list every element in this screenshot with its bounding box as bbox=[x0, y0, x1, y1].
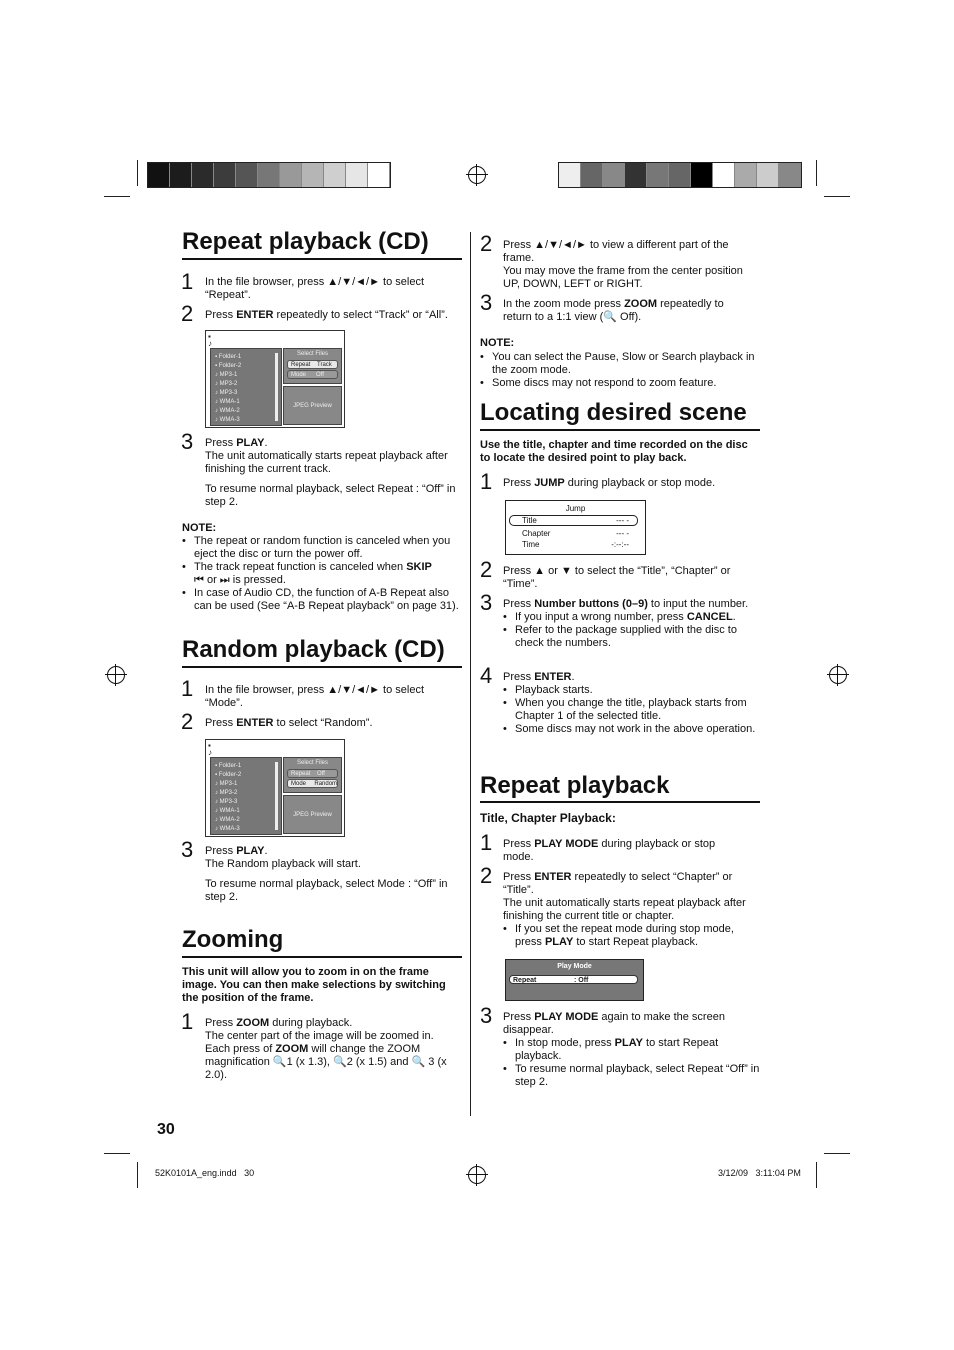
folder-icon: ▪ bbox=[215, 763, 218, 769]
file-browser-screen bbox=[205, 330, 345, 428]
color-bar-left bbox=[147, 162, 391, 188]
file-browser-screen bbox=[205, 739, 345, 837]
music-note-icon: ♪ bbox=[215, 381, 218, 387]
play-mode-title: Play Mode bbox=[557, 963, 592, 970]
footer-filename: 52K0101A_eng.indd 30 bbox=[155, 1168, 255, 1178]
play-mode-screen bbox=[505, 959, 644, 1001]
jump-title: Jump bbox=[565, 504, 586, 513]
step-bullets bbox=[503, 1037, 760, 1089]
step-number: 2 bbox=[181, 301, 194, 326]
step-text: Press PLAY. The unit automatically starts repeat playback after finishing the current track. To resume normal playback, select Repeat : “Off” in step 2. bbox=[205, 437, 456, 508]
file-list-panel bbox=[210, 757, 282, 835]
crop-mark bbox=[824, 1153, 850, 1154]
note-item: • The track repeat function is canceled when SKIP ⏮ or ⏭ is pressed. bbox=[182, 561, 462, 587]
music-note-icon: ♪ bbox=[215, 808, 218, 814]
disc-icon: ▪ ♪ bbox=[208, 741, 212, 757]
registration-mark-icon bbox=[829, 666, 847, 684]
disc-icon: ▪ ♪ bbox=[208, 332, 212, 348]
note-title: NOTE: bbox=[480, 337, 515, 349]
section-title-repeat-cd: Repeat playback (CD) bbox=[182, 228, 429, 255]
folder-icon: ▪ bbox=[215, 354, 218, 360]
step-text: Press PLAY MODE again to make the screen disappear. • In stop mode, press PLAY to start Repeat playback. • To resume normal playback, select Repeat “Off” in step 2. bbox=[503, 1011, 760, 1089]
registration-mark-icon bbox=[107, 666, 125, 684]
note-item: • You can select the Pause, Slow or Search playback in the zoom mode. bbox=[480, 351, 760, 377]
note-list bbox=[182, 535, 462, 613]
step-number: 3 bbox=[181, 429, 194, 454]
section-title-random-cd: Random playback (CD) bbox=[182, 636, 445, 663]
jump-row-chapter: Chapter --- - bbox=[522, 529, 629, 538]
step-number: 1 bbox=[181, 676, 194, 701]
bullet-item: • When you change the title, playback starts from Chapter 1 of the selected title. bbox=[503, 697, 760, 723]
section-rule bbox=[182, 666, 462, 668]
step-text: Press JUMP during playback or stop mode. bbox=[503, 477, 716, 489]
music-note-icon: ♪ bbox=[215, 799, 218, 805]
step-bullets bbox=[503, 684, 760, 736]
lead-text: Use the title, chapter and time recorded on the disc to locate the desired point to play back. bbox=[480, 439, 748, 464]
step-number: 1 bbox=[480, 830, 493, 855]
section-rule bbox=[182, 258, 462, 260]
crop-mark bbox=[104, 1153, 130, 1154]
step-number: 2 bbox=[480, 863, 493, 888]
folder-icon: ▪ bbox=[215, 363, 218, 369]
select-files-label: Select Files bbox=[296, 351, 328, 357]
step-text: Press ENTER to select “Random”. bbox=[205, 717, 373, 729]
repeat-option: Repeat Track bbox=[287, 360, 338, 369]
crop-mark bbox=[137, 1162, 138, 1188]
step-number: 1 bbox=[181, 1009, 194, 1034]
step-bullets bbox=[503, 611, 760, 650]
step-number: 1 bbox=[181, 269, 194, 294]
bullet-item: • Refer to the package supplied with the disc to check the numbers. bbox=[503, 624, 760, 650]
step-number: 1 bbox=[480, 469, 493, 494]
step-text: Press Number buttons (0–9) to input the number. • If you input a wrong number, press CANCEL. • Refer to the package supplied with the disc to check the numbers. bbox=[503, 598, 760, 650]
step-number: 4 bbox=[480, 663, 493, 688]
folder-icon: ▪ bbox=[215, 772, 218, 778]
step-number: 3 bbox=[480, 1003, 493, 1028]
step-text: Press PLAY. The Random playback will start. To resume normal playback, select Mode : “Off” in step 2. bbox=[205, 845, 448, 903]
step-text: In the file browser, press ▲/▼/◄/► to select “Repeat”. bbox=[205, 276, 425, 301]
section-rule bbox=[182, 956, 462, 958]
column-divider bbox=[470, 232, 471, 1116]
options-panel bbox=[283, 757, 342, 793]
scrollbar bbox=[275, 353, 278, 421]
bullet-item: • If you set the repeat mode during stop mode, press PLAY to start Repeat playback. bbox=[503, 923, 760, 949]
crop-mark bbox=[816, 160, 817, 186]
step-number: 3 bbox=[181, 837, 194, 862]
jpeg-preview: JPEG Preview bbox=[283, 795, 342, 834]
scrollbar bbox=[275, 762, 278, 830]
bullet-item: • To resume normal playback, select Repeat “Off” in step 2. bbox=[503, 1063, 760, 1089]
note-item: • In case of Audio CD, the function of A-B Repeat also can be used (See “A-B Repeat playback” on page 31). bbox=[182, 587, 462, 613]
bullet-item: • If you input a wrong number, press CANCEL. bbox=[503, 611, 760, 624]
options-panel bbox=[283, 348, 342, 384]
step-text: Press ENTER. • Playback starts. • When you change the title, playback starts from Chapter 1 of the selected title. • Some discs may not work in the above operation. bbox=[503, 671, 760, 736]
step-number: 2 bbox=[181, 709, 194, 734]
page-number: 30 bbox=[157, 1121, 175, 1138]
bullet-item: • In stop mode, press PLAY to start Repeat playback. bbox=[503, 1037, 760, 1063]
step-text: Press PLAY MODE during playback or stop mode. bbox=[503, 838, 716, 863]
color-bar-right bbox=[558, 162, 802, 188]
note-item: • The repeat or random function is canceled when you eject the disc or turn the power off. bbox=[182, 535, 462, 561]
music-note-icon: ♪ bbox=[215, 399, 218, 405]
registration-mark-icon bbox=[468, 166, 486, 184]
jpeg-preview: JPEG Preview bbox=[283, 386, 342, 425]
step-text: Press ENTER repeatedly to select “Chapter” or “Title”. The unit automatically starts repeat playback after finishing the current title or chapter. • If you set the repeat mode during stop mode, press PLAY to start Repeat playback. bbox=[503, 871, 760, 949]
step-text: In the zoom mode press ZOOM repeatedly to return to a 1:1 view (🔍 Off). bbox=[503, 298, 724, 323]
step-text: Press ▲/▼/◄/► to view a different part of the frame. You may move the frame from the center position UP, DOWN, LEFT or RIGHT. bbox=[503, 239, 743, 290]
step-text: Press ENTER repeatedly to select “Track” or “All”. bbox=[205, 309, 448, 321]
section-rule bbox=[480, 429, 760, 431]
step-number: 2 bbox=[480, 557, 493, 582]
music-note-icon: ♪ bbox=[215, 826, 218, 832]
note-item: • Some discs may not respond to zoom feature. bbox=[480, 377, 760, 390]
music-note-icon: ♪ bbox=[215, 790, 218, 796]
footer-timestamp: 3/12/09 3:11:04 PM bbox=[718, 1168, 801, 1178]
music-note-icon: ♪ bbox=[215, 817, 218, 823]
step-text: In the file browser, press ▲/▼/◄/► to select “Mode”. bbox=[205, 684, 425, 709]
crop-mark bbox=[104, 196, 130, 197]
step-number: 2 bbox=[480, 231, 493, 256]
file-list: ▪ Folder-1 ▪ Folder-2 ♪ MP3-1 ♪ MP3-2 ♪ MP3-3 ♪ WMA-1 ♪ WMA-2 ♪ WMA-3 bbox=[215, 354, 242, 423]
note-title: NOTE: bbox=[182, 522, 217, 534]
music-note-icon: ♪ bbox=[215, 408, 218, 414]
crop-mark bbox=[137, 160, 138, 186]
jump-screen bbox=[505, 500, 646, 555]
crop-mark bbox=[824, 196, 850, 197]
step-number: 3 bbox=[480, 590, 493, 615]
section-title-repeat: Repeat playback bbox=[480, 772, 670, 799]
bullet-item: • Playback starts. bbox=[503, 684, 760, 697]
step-number: 3 bbox=[480, 290, 493, 315]
jump-row-title: Title --- - bbox=[509, 515, 638, 526]
mode-option: Mode Random bbox=[287, 779, 338, 788]
jump-row-time: Time -:--:-- bbox=[522, 540, 629, 549]
file-list: ▪ Folder-1 ▪ Folder-2 ♪ MP3-1 ♪ MP3-2 ♪ MP3-3 ♪ WMA-1 ♪ WMA-2 ♪ WMA-3 bbox=[215, 763, 242, 832]
note-list bbox=[480, 351, 760, 390]
select-files-label: Select Files bbox=[296, 760, 328, 766]
music-note-icon: ♪ bbox=[215, 372, 218, 378]
lead-text: This unit will allow you to zoom in on the frame image. You can then make selections by switching the position of the frame. bbox=[182, 966, 446, 1004]
file-list-panel bbox=[210, 348, 282, 426]
mode-option: Mode Off bbox=[287, 370, 338, 379]
music-note-icon: ♪ bbox=[215, 390, 218, 396]
play-mode-row: Repeat : Off bbox=[509, 975, 638, 984]
music-note-icon: ♪ bbox=[215, 781, 218, 787]
step-text: Press ZOOM during playback. The center part of the image will be zoomed in. Each press of ZOOM will change the ZOOM magnification 🔍1 (x 1.3), 🔍2 (x 1.5) and 🔍 3 (x 2.0). bbox=[205, 1017, 447, 1081]
section-rule bbox=[480, 801, 760, 803]
registration-mark-icon bbox=[468, 1166, 486, 1184]
bullet-item: • Some discs may not work in the above operation. bbox=[503, 723, 760, 736]
subsection-title: Title, Chapter Playback: bbox=[480, 811, 616, 825]
section-title-zooming: Zooming bbox=[182, 926, 284, 953]
section-title-locating: Locating desired scene bbox=[480, 399, 747, 426]
music-note-icon: ♪ bbox=[215, 417, 218, 423]
repeat-option: Repeat Off bbox=[287, 769, 338, 778]
crop-mark bbox=[816, 1162, 817, 1188]
step-text: Press ▲ or ▼ to select the “Title”, “Chapter” or “Time”. bbox=[503, 565, 731, 590]
step-bullets bbox=[503, 923, 760, 949]
